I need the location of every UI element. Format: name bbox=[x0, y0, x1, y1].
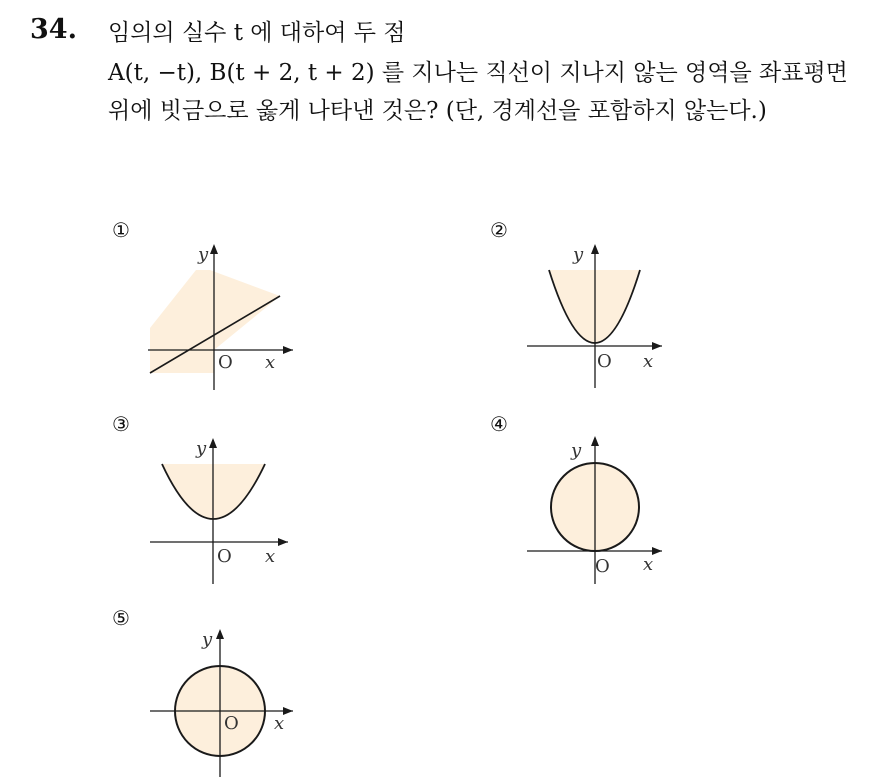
option-3-x-arrow bbox=[278, 538, 288, 546]
option-5-label[interactable]: ⑤ bbox=[112, 606, 130, 630]
option-2-label[interactable]: ② bbox=[490, 218, 508, 242]
option-3-x-label: x bbox=[265, 546, 276, 567]
option-5-graph[interactable] bbox=[148, 625, 298, 780]
option-1-y-arrow bbox=[210, 244, 218, 254]
option-5-x-label: x bbox=[274, 713, 285, 734]
option-4-y-label: y bbox=[571, 440, 582, 461]
option-2-x-label: x bbox=[643, 351, 654, 372]
option-2-origin-label: O bbox=[597, 351, 612, 372]
option-4-graph[interactable] bbox=[527, 432, 672, 587]
option-1-graph[interactable] bbox=[148, 238, 298, 393]
option-4-y-arrow bbox=[591, 436, 599, 446]
option-3-y-label: y bbox=[196, 438, 207, 459]
question-text-line-2: A(t, −t), B(t + 2, t + 2) 를 지나는 직선이 지나지 않는 영역을 좌표평면 bbox=[108, 60, 848, 86]
option-5-y-arrow bbox=[216, 629, 224, 639]
question-text-line-3: 위에 빗금으로 옳게 나타낸 것은? (단, 경계선을 포함하지 않는다.) bbox=[108, 98, 767, 124]
option-4-x-label: x bbox=[643, 554, 654, 575]
option-1-y-label: y bbox=[198, 244, 209, 265]
option-1-origin-label: O bbox=[218, 352, 233, 373]
option-3-origin-label: O bbox=[217, 546, 232, 567]
option-1-label[interactable]: ① bbox=[112, 218, 130, 242]
option-3-y-arrow bbox=[209, 438, 217, 448]
option-2-x-arrow bbox=[652, 342, 662, 350]
option-5-x-arrow bbox=[283, 707, 293, 715]
option-3-graph[interactable] bbox=[148, 432, 298, 587]
option-1-x-label: x bbox=[265, 352, 276, 373]
option-5-y-label: y bbox=[202, 629, 213, 650]
question-number: 34. bbox=[30, 14, 77, 45]
option-4-x-arrow bbox=[652, 547, 662, 555]
option-2-y-label: y bbox=[573, 244, 584, 265]
option-2-graph[interactable] bbox=[527, 238, 672, 393]
option-5-origin-label: O bbox=[224, 713, 239, 734]
question-text-line-1: 임의의 실수 t 에 대하여 두 점 bbox=[108, 20, 406, 46]
option-4-label[interactable]: ④ bbox=[490, 412, 508, 436]
option-1-x-arrow bbox=[283, 346, 293, 354]
option-3-label[interactable]: ③ bbox=[112, 412, 130, 436]
option-4-origin-label: O bbox=[595, 556, 610, 577]
option-2-y-arrow bbox=[591, 244, 599, 254]
option-1-shaded-region bbox=[150, 270, 280, 373]
